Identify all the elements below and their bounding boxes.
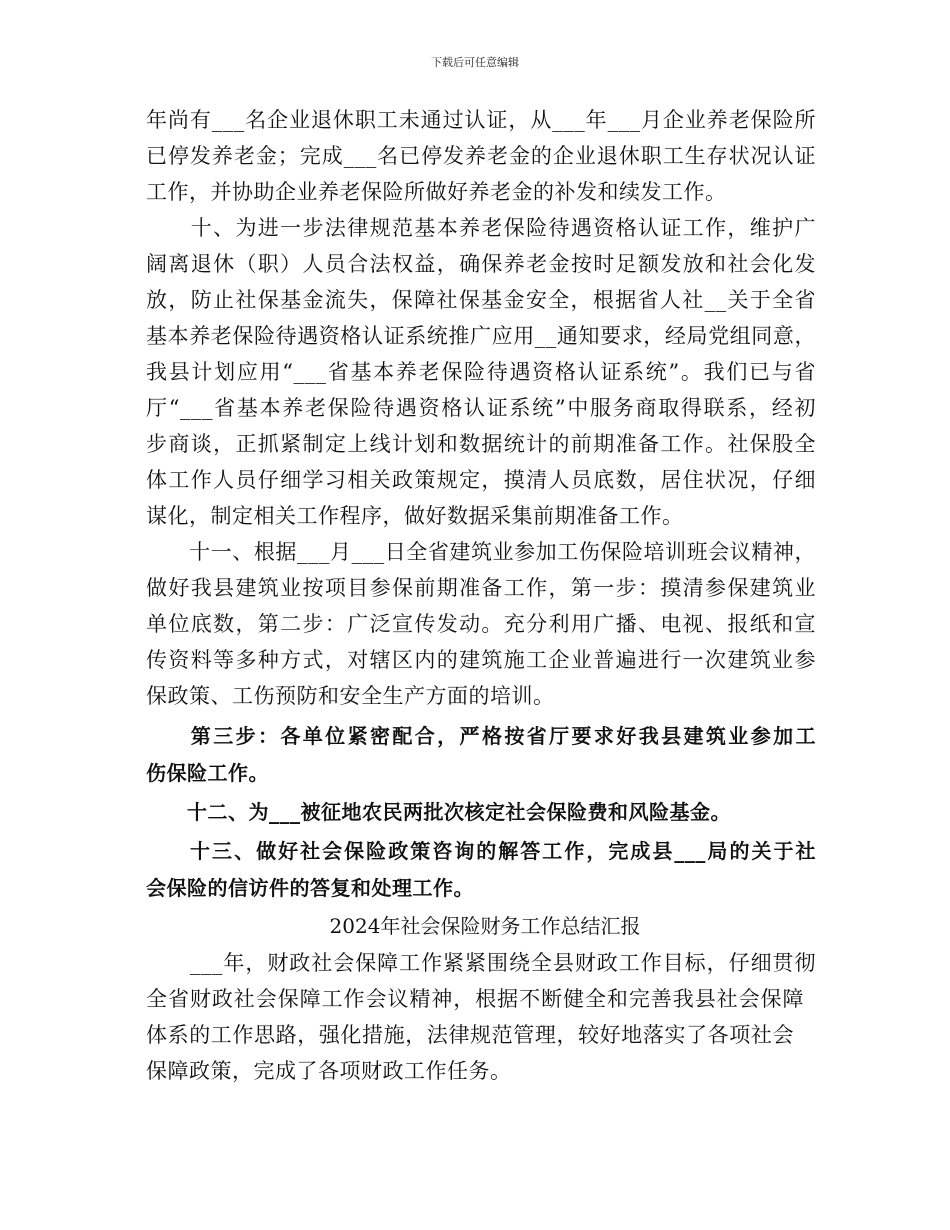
body-line: 谋化，制定相关工作程序，做好数据采集前期准备工作。 — [146, 504, 684, 528]
bold-line: 十三、做好社会保险政策咨询的解答工作，完成县___局的关于社 — [146, 839, 816, 863]
body-line: ___年，财政社会保障工作紧紧围绕全县财政工作目标，仔细贯彻 — [146, 951, 816, 975]
body-line: 体工作人员仔细学习相关政策规定，摸清人员底数，居住状况，仔细 — [146, 468, 816, 492]
bold-line: 伤保险工作。 — [146, 761, 269, 785]
body-line: 单位底数，第二步：广泛宣传发动。充分利用广播、电视、报纸和宣 — [146, 612, 816, 636]
body-line: 传资料等多种方式，对辖区内的建筑施工企业普遍进行一次建筑业参 — [146, 648, 816, 672]
body-line: 保障政策，完成了各项财政工作任务。 — [146, 1059, 512, 1083]
bold-line: 会保险的信访件的答复和处理工作。 — [146, 876, 474, 900]
document-body — [146, 102, 816, 1089]
body-line: 十一、根据___月___日全省建筑业参加工伤保险培训班会议精神， — [146, 540, 816, 564]
body-line: 做好我县建筑业按项目参保前期准备工作，第一步：摸清参保建筑业 — [146, 576, 816, 600]
body-line: 我县计划应用“___省基本养老保险待遇资格认证系统”。我们已与省 — [146, 360, 816, 384]
body-line: 放，防止社保基金流失，保障社保基金安全，根据省人社__关于全省 — [146, 288, 816, 312]
body-line: 基本养老保险待遇资格认证系统推广应用__通知要求，经局党组同意， — [146, 324, 816, 348]
body-line: 十、为进一步法律规范基本养老保险待遇资格认证工作，维护广 — [146, 216, 816, 240]
body-line: 保政策、工伤预防和安全生产方面的培训。 — [146, 684, 555, 708]
body-line: 厅“___省基本养老保险待遇资格认证系统”中服务商取得联系，经初 — [146, 396, 816, 420]
section-title: 2024年社会保险财务工作总结汇报 — [329, 914, 641, 938]
body-line: 工作，并协助企业养老保险所做好养老金的补发和续发工作。 — [146, 180, 727, 204]
bold-line: 十二、为___被征地农民两批次核定社会保险费和风险基金。 — [146, 800, 731, 824]
body-line: 阔离退休（职）人员合法权益，确保养老金按时足额发放和社会化发 — [146, 252, 816, 276]
body-line: 步商谈，正抓紧制定上线计划和数据统计的前期准备工作。社保股全 — [146, 432, 816, 456]
body-line: 全省财政社会保障工作会议精神，根据不断健全和完善我县社会保障 — [146, 987, 804, 1011]
body-line: 体系的工作思路，强化措施，法律规范管理，较好地落实了各项社会 — [146, 1023, 794, 1047]
page-header-note: 下载后可任意编辑 — [431, 56, 519, 69]
body-line: 已停发养老金；完成___名已停发养老金的企业退休职工生存状况认证 — [146, 144, 816, 168]
body-line: 年尚有___名企业退休职工未通过认证，从___年___月企业养老保险所 — [146, 108, 816, 132]
bold-line: 第三步：各单位紧密配合，严格按省厅要求好我县建筑业参加工 — [146, 724, 816, 748]
